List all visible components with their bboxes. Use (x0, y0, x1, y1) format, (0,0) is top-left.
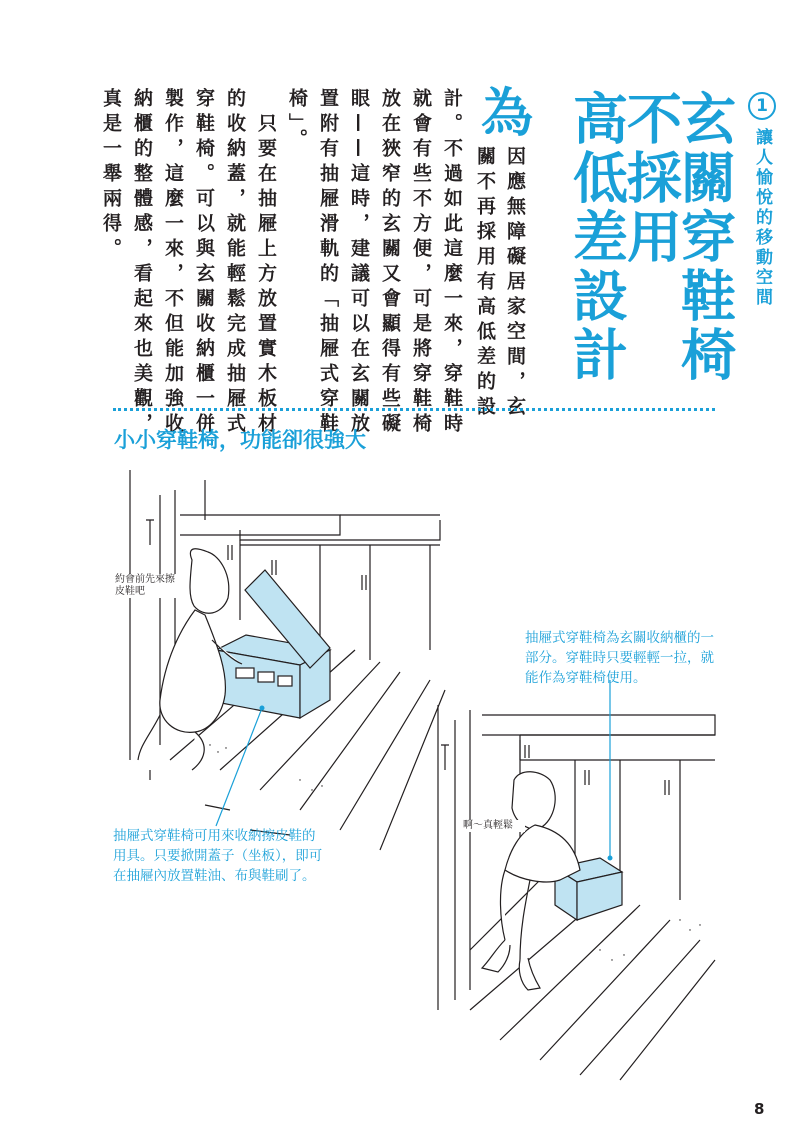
page-title-line-3: 高低差設計 (564, 90, 628, 385)
section-subheading: 小小穿鞋椅，功能卻很強大 (114, 428, 366, 452)
body-column-12: 製作，這麼一來，不但能加強收 (162, 88, 184, 438)
caption-drawer-storage: 抽屜式穿鞋椅可用來收納擦皮鞋的用具。只要掀開蓋子（坐板），即可在抽屜內放置鞋油、布與鞋刷了。 (113, 828, 323, 884)
body-column-14: 真是一舉兩得。 (100, 88, 122, 263)
body-column-1: 因應無障礙居家空間，玄 (504, 146, 526, 421)
speech-bubble-right: 啊～真輕鬆 (463, 820, 525, 832)
page-title-line-1: 玄關穿鞋椅 (672, 90, 736, 385)
body-column-9: 只要在抽屜上方放置實木板材 (255, 88, 277, 438)
body-column-4: 就會有些不方便，可是將穿鞋椅 (410, 88, 432, 438)
body-column-10: 的收納蓋，就能輕鬆完成抽屜式 (224, 88, 246, 438)
caption-pullout-seat: 抽屜式穿鞋椅為玄關收納櫃的一部分。穿鞋時只要輕輕一拉，就能作為穿鞋椅使用。 (525, 630, 714, 686)
page-number: 8 (754, 1100, 765, 1118)
body-column-7: 置附有抽屜滑軌的「抽屜式穿鞋 (317, 88, 339, 438)
body-column-5: 放在狹窄的玄關又會顯得有些礙 (379, 88, 401, 438)
page-title-line-2: 不採用 (618, 90, 682, 267)
chapter-number-badge: 1 (748, 92, 776, 120)
body-drop-cap: 為 (481, 84, 534, 144)
speech-bubble-left: 約會前先來擦皮鞋吧 (115, 574, 181, 598)
body-column-11: 穿鞋椅。可以與玄關收納櫃一併 (193, 88, 215, 438)
body-column-3: 計。不過如此這麼一來，穿鞋時 (441, 88, 463, 438)
body-column-13: 納櫃的整體感，看起來也美觀， (131, 88, 153, 438)
body-column-2: 關不再採用有高低差的設 (474, 146, 496, 421)
body-column-6: 眼——這時，建議可以在玄關放 (348, 88, 370, 438)
body-column-8: 椅」。 (286, 88, 308, 154)
chapter-label: 讓人愉悅的移動空間 (752, 128, 772, 308)
